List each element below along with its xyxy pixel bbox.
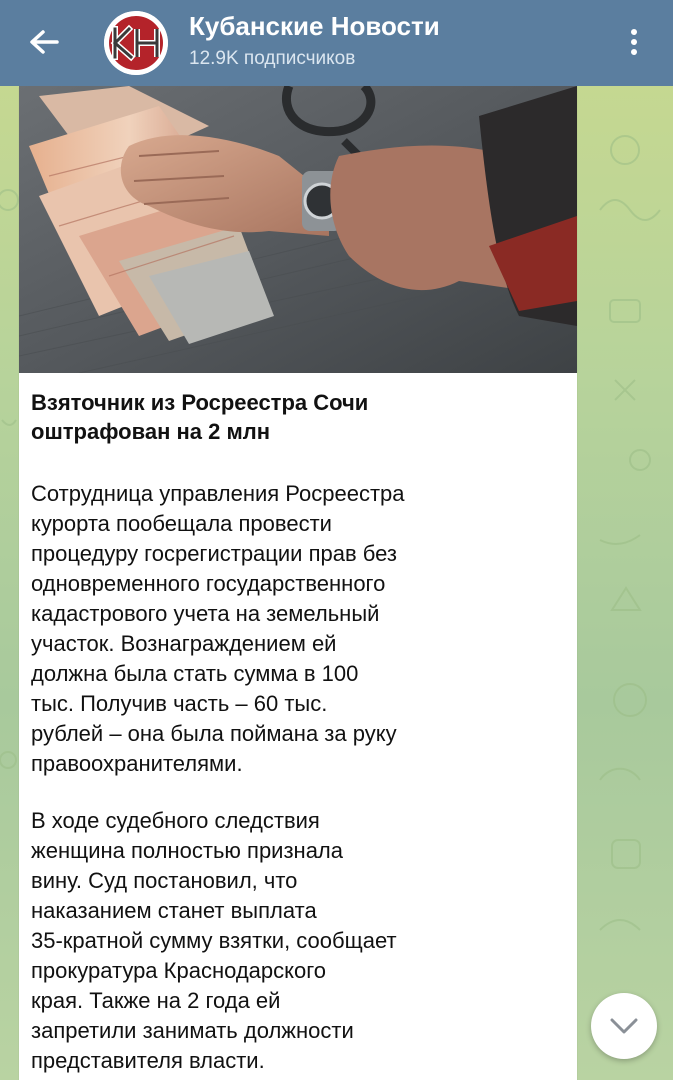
text-line: Сотрудница управления Росреестра — [31, 481, 405, 506]
arrow-left-icon — [29, 29, 59, 55]
text-line: вину. Суд постановил, что — [31, 868, 298, 893]
scroll-to-bottom-button[interactable] — [591, 993, 657, 1059]
channel-title[interactable]: Кубанские Новости — [189, 11, 440, 41]
text-line: запретили занимать должности — [31, 1018, 354, 1043]
text-line: В ходе судебного следствия — [31, 808, 320, 833]
text-line: тыс. Получив часть – 60 тыс. — [31, 691, 328, 716]
post-title-line: оштрафован на 2 млн — [31, 419, 271, 444]
post-paragraph — [31, 806, 471, 1076]
post-title — [31, 388, 551, 446]
channel-logo — [104, 11, 168, 75]
text-line: прокуратура Краснодарского — [31, 958, 327, 983]
text-line: процедуру госрегистрации прав без — [31, 541, 397, 566]
text-line: рублей – она была поймана за руку — [31, 721, 397, 746]
post-paragraph — [31, 479, 481, 779]
text-line: правоохранителями. — [31, 751, 243, 776]
text-line: должна была стать сумма в 100 — [31, 661, 359, 686]
text-line: одновременного государственного — [31, 571, 386, 596]
post-title-line: Взяточник из Росреестра Сочи — [31, 390, 369, 415]
subscriber-count: 12.9K подписчиков — [189, 48, 356, 69]
message-bubble — [19, 86, 577, 1080]
text-line: курорта пообещала провести — [31, 511, 332, 536]
post-photo[interactable] — [19, 86, 577, 373]
text-line: наказанием станет выплата — [31, 898, 317, 923]
channel-header — [0, 0, 673, 86]
text-line: края. Также на 2 года ей — [31, 988, 281, 1013]
back-button[interactable] — [22, 22, 66, 62]
text-line: женщина полностью признала — [31, 838, 344, 863]
more-menu-button[interactable] — [614, 22, 654, 62]
chevron-down-icon — [609, 1017, 639, 1035]
more-vertical-icon — [629, 28, 639, 56]
text-line: участок. Вознаграждением ей — [31, 631, 337, 656]
channel-avatar[interactable] — [104, 11, 168, 75]
text-line: кадастрового учета на земельный — [31, 601, 380, 626]
text-line: 35-кратной сумму взятки, сообщает — [31, 928, 397, 953]
text-line: представителя власти. — [31, 1048, 265, 1073]
